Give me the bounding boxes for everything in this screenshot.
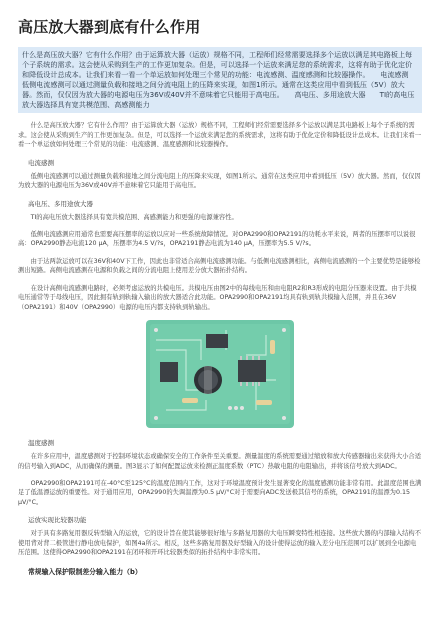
temperature-range-paragraph: OPA2990和OPA2191可在-40°C至125°C的温度范围内工作，这对于环境温度预计发生显著变化的温度感测功能非常有用。此温度范围也满足了低温漂运放的重要性。对于通用应用，OPA2990的失调温漂为0.5 μV/°C对于需要向ADC发送极其信号的系统，OPA2191的温漂为0.15 μV/°C。 bbox=[18, 479, 422, 506]
comparator-paragraph: 对于具有多路复用器反转型输入的运放，它的设计旨在使其能够很好地与多路复用器的大电压瞬变特性相连接。这些放大器的内部输入结构不使用背对背二极管进行静电放电保护，如图4a所示。相反，这些多路复用器及好型输入的设计使得运放的输入差分电压范围可以扩展到全电源电压范围。这使得OPA2990和OPA2191在闭环和开环比较器类似的拓扑结构中非常实用。 bbox=[18, 530, 421, 557]
figure-caption-b: 常规输入保护限制差分输入能力（b） bbox=[28, 567, 142, 576]
high-side-paragraph: 由于达两款运放可以在36V和40V下工作，因此也非常适合高侧电流感测功能。与低侧电流感测相比，高侧电流感测的一个主要优势是能够检测出短路。高侧电流感测在电源和负载之间的分流电阻上使用差分放大器拓扑结构。 bbox=[18, 257, 421, 275]
common-mode-paragraph: 在设计高侧电流感测电路时，必须考虑运放的共模电压。共模电压由图2中的每线电压和由电阻R2和R3形成的电阻分压器来设置。由于共模电压通常等于母线电压，因此拥有轨到轨输入输出的放大器适合此功能。OPA2990和OPA2191均具有轨到轨共模输入范围，并且在36V（OPA2191）和40V（OPA2990）电源的电压内都支持轨到轨输出。 bbox=[18, 284, 417, 311]
article-summary: 什么是高压放大器？它有什么作用？由于运算放大器（运放）规格不同，工程师们经常需要选择多个运放以满足其电路板上每个子系统的需求。这会使从采购到生产的工作更加复杂。但是，可以选择一个运放来满足您的系统需求，这将有助于优化定价和降低设计总成本。让我们来看一看一个单运放如何处理三个常见的功能：电流感测、温度感测和比较器操作。 电流感测 低侧电流感测可以通过测量负载和接地之间分流电阻上的压降来实现，如图1所示。通常在这类应用中看到低压（5V）放大器。然而，仅仅因为放大器的电源电压为36V或40V并不意味着它只能用于高电压。 高电压、多用途放大器 TI的高电压放大器选择具有宽共模范围、高感测能力 bbox=[18, 47, 422, 113]
section-heading-comparator: 运放实现比较器功能 bbox=[28, 516, 87, 525]
intro-paragraph: 什么是高压放大器？它有什么作用？由于运算放大器（运放）规格不同，工程师们经常需要选择多个运放以满足其电路板上每个子系统的需求。这会使从采购到生产的工作更加复杂。但是，可以选择一个运放来满足您的系统需求，这将有助于优化定价和降低设计总成本。让我们来看一看一个单运放如何处理三个常见的功能：电流感测、温度感测和比较器操作。 bbox=[18, 122, 421, 149]
page-title: 高压放大器到底有什么作用 bbox=[18, 18, 201, 36]
section-heading-hv-amplifier: 高电压、多用途放大器 bbox=[28, 199, 93, 208]
section-heading-current-sensing: 电流感测 bbox=[28, 158, 54, 167]
circuit-board-illustration bbox=[146, 320, 294, 428]
section-heading-temperature: 温度感测 bbox=[28, 439, 54, 448]
slew-rate-paragraph: 低侧电流感测应用通常也需要高压摆率的运放以应对一些系统故障情况。对OPA2990和OPA2191的功耗水平来说，两者的压摆率可以说很高：OPA2990静态电流120 μA，压摆率为4.5 V/?s，OPA2191静态电流为140 μA，压摆率为5.5 V/?s。 bbox=[18, 231, 416, 248]
current-sensing-paragraph: 低侧电流感测可以通过测量负载和接地之间分流电阻上的压降来实现，如图1所示。通常在这类应用中看到低压（5V）放大器。然而，仅仅因为放大器的电源电压为36V或40V并不意味着它只能用于高电压。 bbox=[18, 172, 421, 190]
temperature-paragraph: 在许多应用中，温度感测对于控制环境状态或确保安全的工作条件至关重要。测量温度的系统需要通过缩放和放大传感器输出来获得大小合适的信号输入到ADC，从而确保的测量。图3显示了如何配置运放来检测正温度系数（PTC）热敏电阻的电阻输出，并将该信号放大到ADC。 bbox=[18, 453, 421, 470]
hv-amplifier-paragraph: TI的高电压放大器选择具有宽共模范围、高感测能力和更强的电源兼容性。 bbox=[30, 213, 238, 221]
